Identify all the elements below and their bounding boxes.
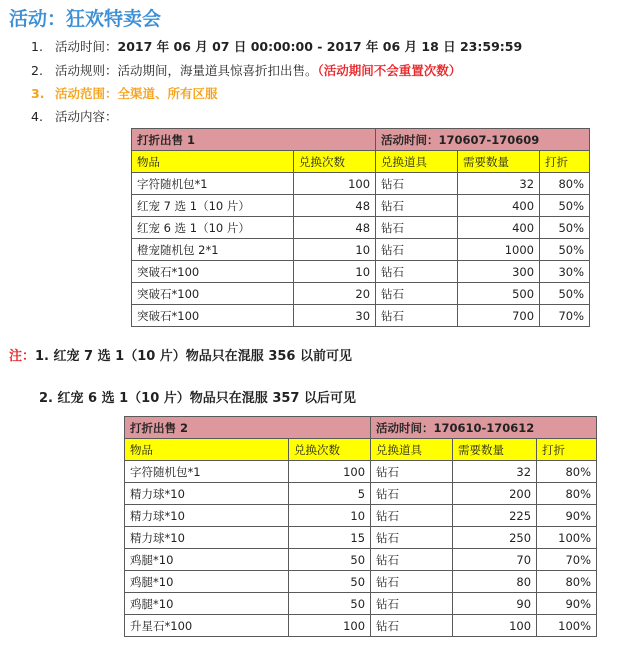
table-cell: 90: [453, 593, 537, 615]
list-item-rules: [31, 61, 461, 81]
table-cell: 10: [294, 261, 376, 283]
note-prefix: 注：: [9, 349, 36, 364]
table-cell: 70%: [537, 549, 597, 571]
table-cell: 5: [289, 483, 371, 505]
table-time: 活动时间：170610-170612: [371, 417, 597, 439]
table-cell: 400: [458, 195, 540, 217]
table-cell: 钻石: [371, 549, 453, 571]
table-cell: 100: [289, 615, 371, 637]
table-cell: 80%: [537, 571, 597, 593]
list-number: 4.: [31, 109, 43, 124]
table-cell: 钻石: [376, 195, 458, 217]
column-header: 需要数量: [453, 439, 537, 461]
table-row: [125, 615, 597, 637]
table-cell: 突破石*100: [132, 261, 294, 283]
table-row: [125, 549, 597, 571]
table-cell: 钻石: [376, 239, 458, 261]
table-cell: 50%: [540, 217, 590, 239]
scope-text: 活动范围：全渠道、所有区服: [55, 86, 218, 101]
table-row: [125, 593, 597, 615]
column-header: 兑换道具: [371, 439, 453, 461]
table-cell: 鸡腿*10: [125, 571, 289, 593]
table-cell: 50: [289, 571, 371, 593]
table-cell: 钻石: [376, 283, 458, 305]
table-cell: 32: [453, 461, 537, 483]
list-number: 2.: [31, 63, 43, 78]
table-cell: 钻石: [376, 305, 458, 327]
table-cell: 精力球*10: [125, 483, 289, 505]
table-cell: 50: [289, 593, 371, 615]
note-1: [9, 345, 352, 364]
table-row: [125, 571, 597, 593]
table-cell: 钻石: [371, 461, 453, 483]
table-cell: 1000: [458, 239, 540, 261]
table-cell: 钻石: [371, 593, 453, 615]
table-cell: 50%: [540, 195, 590, 217]
table-cell: 90%: [537, 593, 597, 615]
table-cell: 30: [294, 305, 376, 327]
table-name: 打折出售 2: [125, 417, 371, 439]
table-cell: 100: [294, 173, 376, 195]
table-cell: 红宠 6 选 1（10 片）: [132, 217, 294, 239]
table-cell: 500: [458, 283, 540, 305]
table-header-row: [125, 439, 597, 461]
table-cell: 80%: [537, 461, 597, 483]
table-cell: 精力球*10: [125, 505, 289, 527]
column-header: 打折: [537, 439, 597, 461]
rules-emphasis: （活动期间不会重置次数）: [317, 63, 462, 78]
table-cell: 钻石: [376, 173, 458, 195]
column-header: 兑换次数: [294, 151, 376, 173]
table-row: [132, 305, 590, 327]
table-cell: 10: [289, 505, 371, 527]
table-row: [125, 505, 597, 527]
table-row: [125, 461, 597, 483]
table-cell: 70: [453, 549, 537, 571]
list-item-scope: [31, 84, 218, 104]
table-cell: 48: [294, 195, 376, 217]
list-item-time: [31, 37, 522, 57]
table-cell: 80%: [540, 173, 590, 195]
discount-table-2: [124, 416, 597, 637]
table-cell: 字符随机包*1: [125, 461, 289, 483]
table-time: 活动时间：170607-170609: [376, 129, 590, 151]
table-title-row: [125, 417, 597, 439]
table-cell: 100: [289, 461, 371, 483]
table-row: [132, 173, 590, 195]
table-row: [132, 239, 590, 261]
table-cell: 钻石: [376, 217, 458, 239]
table-cell: 20: [294, 283, 376, 305]
table-cell: 700: [458, 305, 540, 327]
table-cell: 10: [294, 239, 376, 261]
column-header: 打折: [540, 151, 590, 173]
content-label: 活动内容：: [55, 109, 118, 124]
table-row: [132, 217, 590, 239]
table-title-row: [132, 129, 590, 151]
table-cell: 90%: [537, 505, 597, 527]
column-header: 兑换道具: [376, 151, 458, 173]
list-number: 1.: [31, 39, 43, 54]
table-cell: 橙宠随机包 2*1: [132, 239, 294, 261]
column-header: 兑换次数: [289, 439, 371, 461]
table-cell: 钻石: [371, 483, 453, 505]
table-cell: 100%: [537, 527, 597, 549]
table-cell: 钻石: [371, 527, 453, 549]
table-cell: 突破石*100: [132, 283, 294, 305]
table-cell: 80%: [537, 483, 597, 505]
table-name: 打折出售 1: [132, 129, 376, 151]
table-cell: 升星石*100: [125, 615, 289, 637]
table-cell: 30%: [540, 261, 590, 283]
table-cell: 48: [294, 217, 376, 239]
note-1-text: 1. 红宠 7 选 1（10 片）物品只在混服 356 以前可见: [35, 349, 352, 364]
table-cell: 钻石: [371, 615, 453, 637]
note-2-text: 2. 红宠 6 选 1（10 片）物品只在混服 357 以后可见: [39, 391, 356, 406]
table-cell: 50%: [540, 239, 590, 261]
discount-table-1: [131, 128, 590, 327]
list-item-content: [31, 107, 118, 127]
table-cell: 钻石: [371, 505, 453, 527]
table-cell: 250: [453, 527, 537, 549]
table-header-row: [132, 151, 590, 173]
table-cell: 80: [453, 571, 537, 593]
table-row: [125, 483, 597, 505]
note-2: [39, 387, 356, 406]
table-cell: 精力球*10: [125, 527, 289, 549]
table-cell: 200: [453, 483, 537, 505]
table-cell: 100%: [537, 615, 597, 637]
table-cell: 鸡腿*10: [125, 549, 289, 571]
table-cell: 32: [458, 173, 540, 195]
table-cell: 400: [458, 217, 540, 239]
table-cell: 15: [289, 527, 371, 549]
table-cell: 70%: [540, 305, 590, 327]
table-cell: 225: [453, 505, 537, 527]
table-row: [132, 261, 590, 283]
time-value: 2017 年 06 月 07 日 00:00:00 - 2017 年 06 月 18 日 23:59:59: [117, 39, 523, 54]
column-header: 需要数量: [458, 151, 540, 173]
time-label: 活动时间：: [55, 39, 118, 54]
table-row: [125, 527, 597, 549]
table-cell: 钻石: [376, 261, 458, 283]
table-cell: 鸡腿*10: [125, 593, 289, 615]
table-cell: 300: [458, 261, 540, 283]
table-cell: 突破石*100: [132, 305, 294, 327]
table-cell: 50%: [540, 283, 590, 305]
rules-text: 活动规则：活动期间，海量道具惊喜折扣出售。: [55, 63, 318, 78]
table-cell: 钻石: [371, 571, 453, 593]
table-row: [132, 195, 590, 217]
table-cell: 红宠 7 选 1（10 片）: [132, 195, 294, 217]
column-header: 物品: [125, 439, 289, 461]
table-row: [132, 283, 590, 305]
table-cell: 字符随机包*1: [132, 173, 294, 195]
page-title: 活动：狂欢特卖会: [9, 8, 162, 30]
column-header: 物品: [132, 151, 294, 173]
list-number: 3.: [31, 86, 45, 101]
table-cell: 100: [453, 615, 537, 637]
table-cell: 50: [289, 549, 371, 571]
